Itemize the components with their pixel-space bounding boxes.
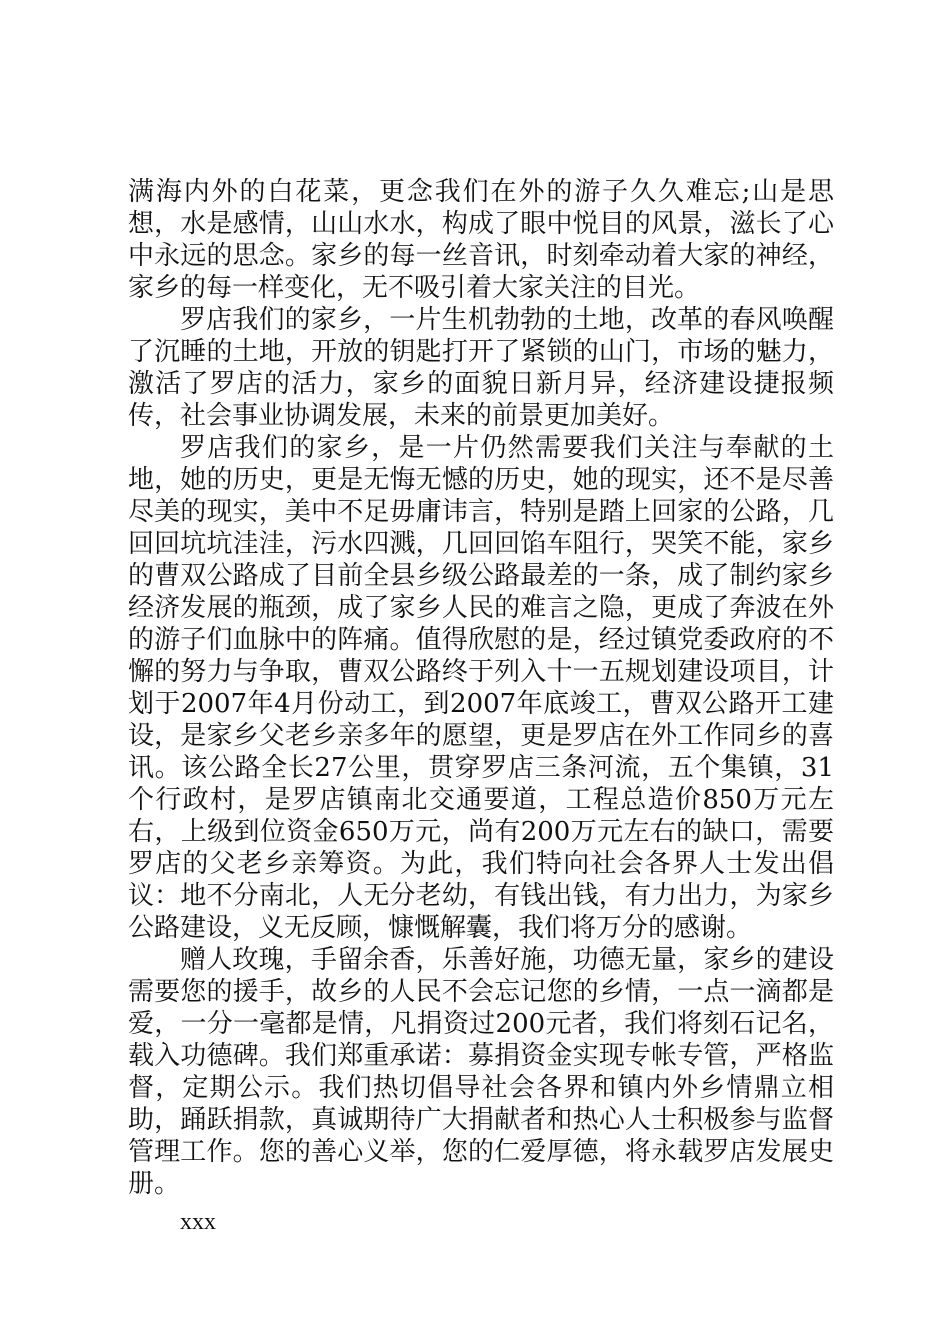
paragraph-3: 罗店我们的家乡，是一片仍然需要我们关注与奉献的土地，她的历史，更是无悔无憾的历史，她的现实，还不是尽善尽美的现实，美中不足毋庸讳言，特别是踏上回家的公路，几回回坑坑洼洼，污水四溅，几回回馅车阻行，哭笑不能，家乡的曹双公路成了目前全县乡级公路最差的一条，成了制约家乡经济发展的瓶颈，成了家乡人民的难言之隐，更成了奔波在外的游子们血脉中的阵痛。值得欣慰的是，经过镇党委政府的不懈的努力与争取，曹双公路终于列入十一五规划建设项目，计划于2007年4月份动工，到2007年底竣工，曹双公路开工建设，是家乡父老乡亲多年的愿望，更是罗店在外工作同乡的喜讯。该公路全长27公里，贯穿罗店三条河流，五个集镇，31个行政村，是罗店镇南北交通要道，工程总造价850万元左右，上级到位资金650万元，尚有200万元左右的缺口，需要罗店的父老乡亲筹资。为此，我们特向社会各界人士发出倡议：地不分南北，人无分老幼，有钱出钱，有力出力，为家乡公路建设，义无反顾，慷慨解囊，我们将万分的感谢。	[128, 433, 834, 943]
paragraph-1: 满海内外的白花菜，更念我们在外的游子久久难忘;山是思想，水是感情，山山水水，构成了眼中悦目的风景，滋长了心中永远的思念。家乡的每一丝音讯，时刻牵动着大家的神经，家乡的每一样变化，无不吸引着大家关注的目光。	[128, 177, 834, 303]
signature: xxx	[180, 1209, 216, 1235]
paragraph-2: 罗店我们的家乡，一片生机勃勃的土地，改革的春风唤醒了沉睡的土地，开放的钥匙打开了紧锁的山门，市场的魅力，激活了罗店的活力，家乡的面貌日新月异，经济建设捷报频传，社会事业协调发展，未来的前景更加美好。	[128, 305, 834, 431]
document-body	[128, 176, 834, 1238]
paragraph-4: 赠人玫瑰，手留余香，乐善好施，功德无量，家乡的建设需要您的援手，故乡的人民不会忘记您的乡情，一点一滴都是爱，一分一毫都是情，凡捐资过200元者，我们将刻石记名，载入功德碑。我们郑重承诺：募捐资金实现专帐专管，严格监督，定期公示。我们热切倡导社会各界和镇内外乡情鼎立相助，踊跃捐款，真诚期待广大捐献者和热心人士积极参与监督管理工作。您的善心义举，您的仁爱厚德，将永载罗店发展史册。	[128, 945, 834, 1199]
